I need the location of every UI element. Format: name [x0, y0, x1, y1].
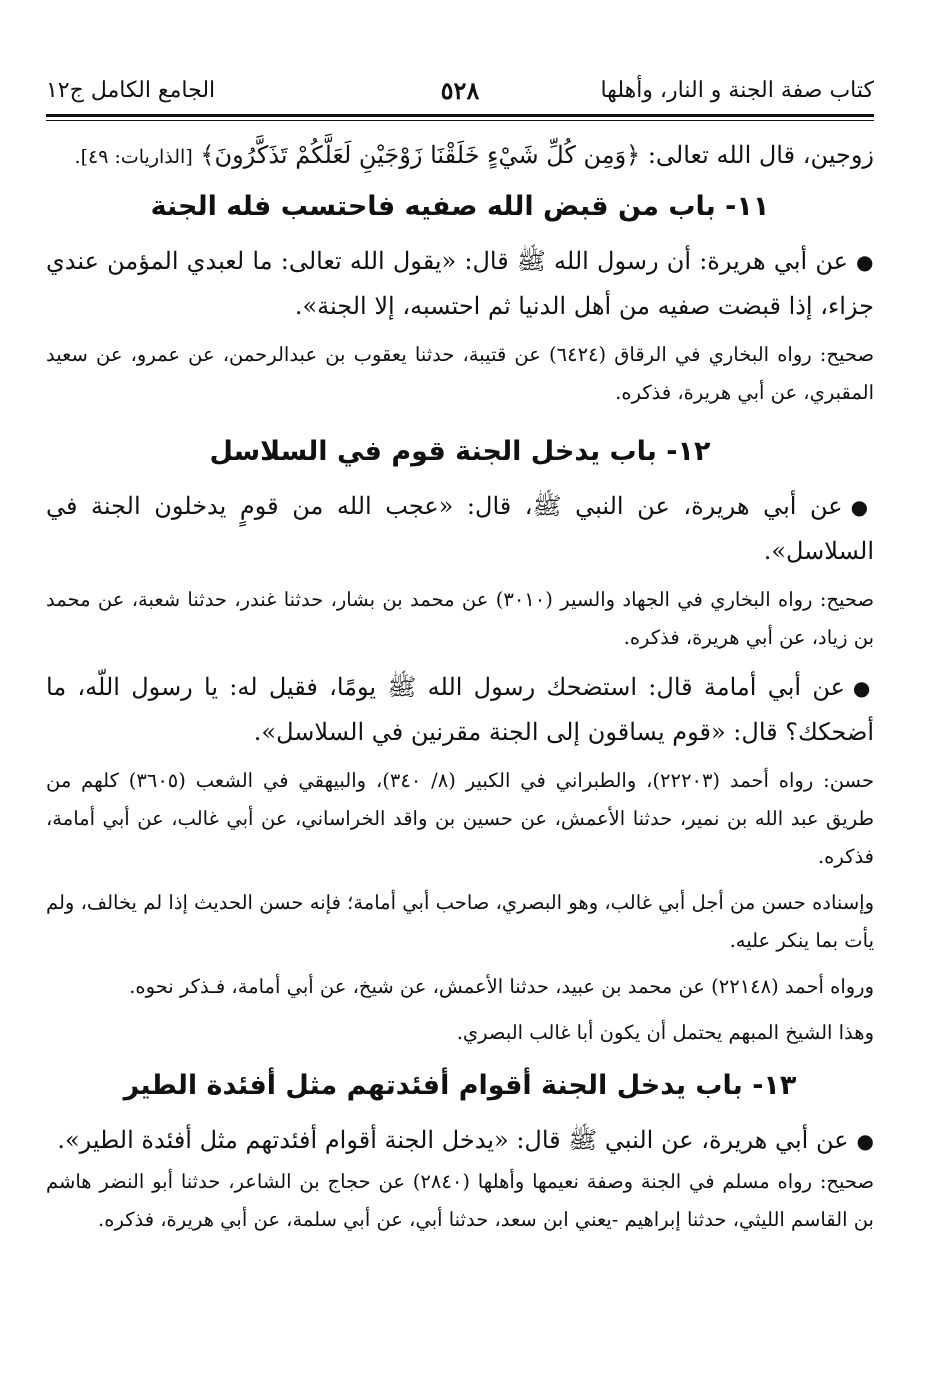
- hadith-body: عن أبي هريرة، عن النبي ﷺ، قال: «عجب الله من قومٍ يدخلون الجنة في السلاسل».: [46, 492, 874, 565]
- chapter-heading: ١٢- باب يدخل الجنة قوم في السلاسل: [209, 436, 711, 467]
- bullet-icon: ●: [856, 250, 875, 274]
- book-page: [46, 70, 874, 1239]
- isnad-commentary: وإسناده حسن من أجل أبي غالب، وهو البصري، صاحب أبي أمامة؛ فإنه حسن الحديث إذا لم يخالف، ولم يأت بما ينكر عليه.: [46, 891, 874, 952]
- volume-title: الجامع الكامل ج١٢: [45, 77, 216, 103]
- header-rule-thin: [46, 120, 874, 121]
- page-number: ٥٢٨: [440, 75, 480, 105]
- hadith-body: عن أبي هريرة، عن النبي ﷺ قال: «يدخل الجنة أقوام أفئدتهم مثل أفئدة الطير».: [57, 1126, 849, 1154]
- bullet-icon: ●: [850, 495, 874, 519]
- page-body: [46, 133, 874, 1239]
- quran-verse-reference: [الذاريات: ٤٩].: [74, 146, 193, 168]
- hadith-body: عن أبي أمامة قال: استضحك رسول الله ﷺ يومًا، فقيل له: يا رسول اللّه، ما أضحكك؟ قال: «قوم يساقون إلى الجنة مقرنين في السلاسل».: [46, 673, 874, 746]
- bullet-icon: ●: [852, 676, 874, 700]
- isnad-commentary: ورواه أحمد (٢٢١٤٨) عن محمد بن عبيد، حدثنا الأعمش، عن شيخ، عن أبي أمامة، فـذكر نحوه.: [129, 975, 874, 998]
- chapter-heading: ١٣- باب يدخل الجنة أقوام أفئدتهم مثل أفئدة الطير: [123, 1070, 797, 1101]
- bullet-icon: ●: [856, 1129, 874, 1153]
- hadith-body: عن أبي هريرة: أن رسول الله ﷺ قال: «يقول الله تعالى: ما لعبدي المؤمن عندي جزاء، إذا قبضت صفيه من أهل الدنيا ثم احتسبه، إلا الجنة».: [46, 247, 874, 320]
- quran-verse-line: [46, 133, 874, 179]
- hadith-grading-note: صحيح: رواه مسلم في الجنة وصفة نعيمها وأهلها (٢٨٤٠) عن حجاج بن الشاعر، حدثنا أبو النضر هاشم بن القاسم الليثي، حدثنا إبراهيم -يعني ابن سعد، حدثنا أبي، عن أبي سلمة، عن أبي هريرة، فذكره.: [46, 1170, 874, 1231]
- hadith-text: [46, 239, 874, 328]
- hadith-grading-note: حسن: رواه أحمد (٢٢٢٠٣)، والطبراني في الكبير (٨/ ٣٤٠)، والبيهقي في الشعب (٣٦٠٥) كلهم من طريق عبد الله بن نمير، حدثنا الأعمش، عن حسين بن واقد الخراساني، عن أبي غالب، عن أبي أمامة، فذكره.: [46, 769, 874, 868]
- chapter-heading: ١١- باب من قبض الله صفيه فاحتسب فله الجنة: [150, 191, 770, 222]
- hadith-text: [46, 1118, 874, 1163]
- hadith-grading-note: صحيح: رواه البخاري في الجهاد والسير (٣٠١٠) عن محمد بن بشار، حدثنا غندر، حدثنا شعبة، عن محمد بن زياد، عن أبي هريرة، فذكره.: [46, 588, 875, 649]
- running-header: [46, 70, 874, 110]
- isnad-commentary: وهذا الشيخ المبهم يحتمل أن يكون أبا غالب البصري.: [456, 1021, 874, 1044]
- hadith-grading-note: صحيح: رواه البخاري في الرقاق (٦٤٢٤) عن قتيبة، حدثنا يعقوب بن عبدالرحمن، عن عمرو، عن سعيد المقبري، عن أبي هريرة، فذكره.: [46, 343, 874, 404]
- header-rule-thick: [46, 114, 874, 117]
- hadith-text: [46, 484, 874, 573]
- hadith-text: [46, 665, 874, 754]
- quran-verse-text: زوجين، قال الله تعالى: ﴿وَمِن كُلِّ شَيْءٍ خَلَقْنَا زَوْجَيْنِ لَعَلَّكُمْ تَذَكَّرُونَ﴾: [200, 141, 874, 169]
- book-title: كتاب صفة الجنة و النار، وأهلها: [600, 77, 874, 103]
